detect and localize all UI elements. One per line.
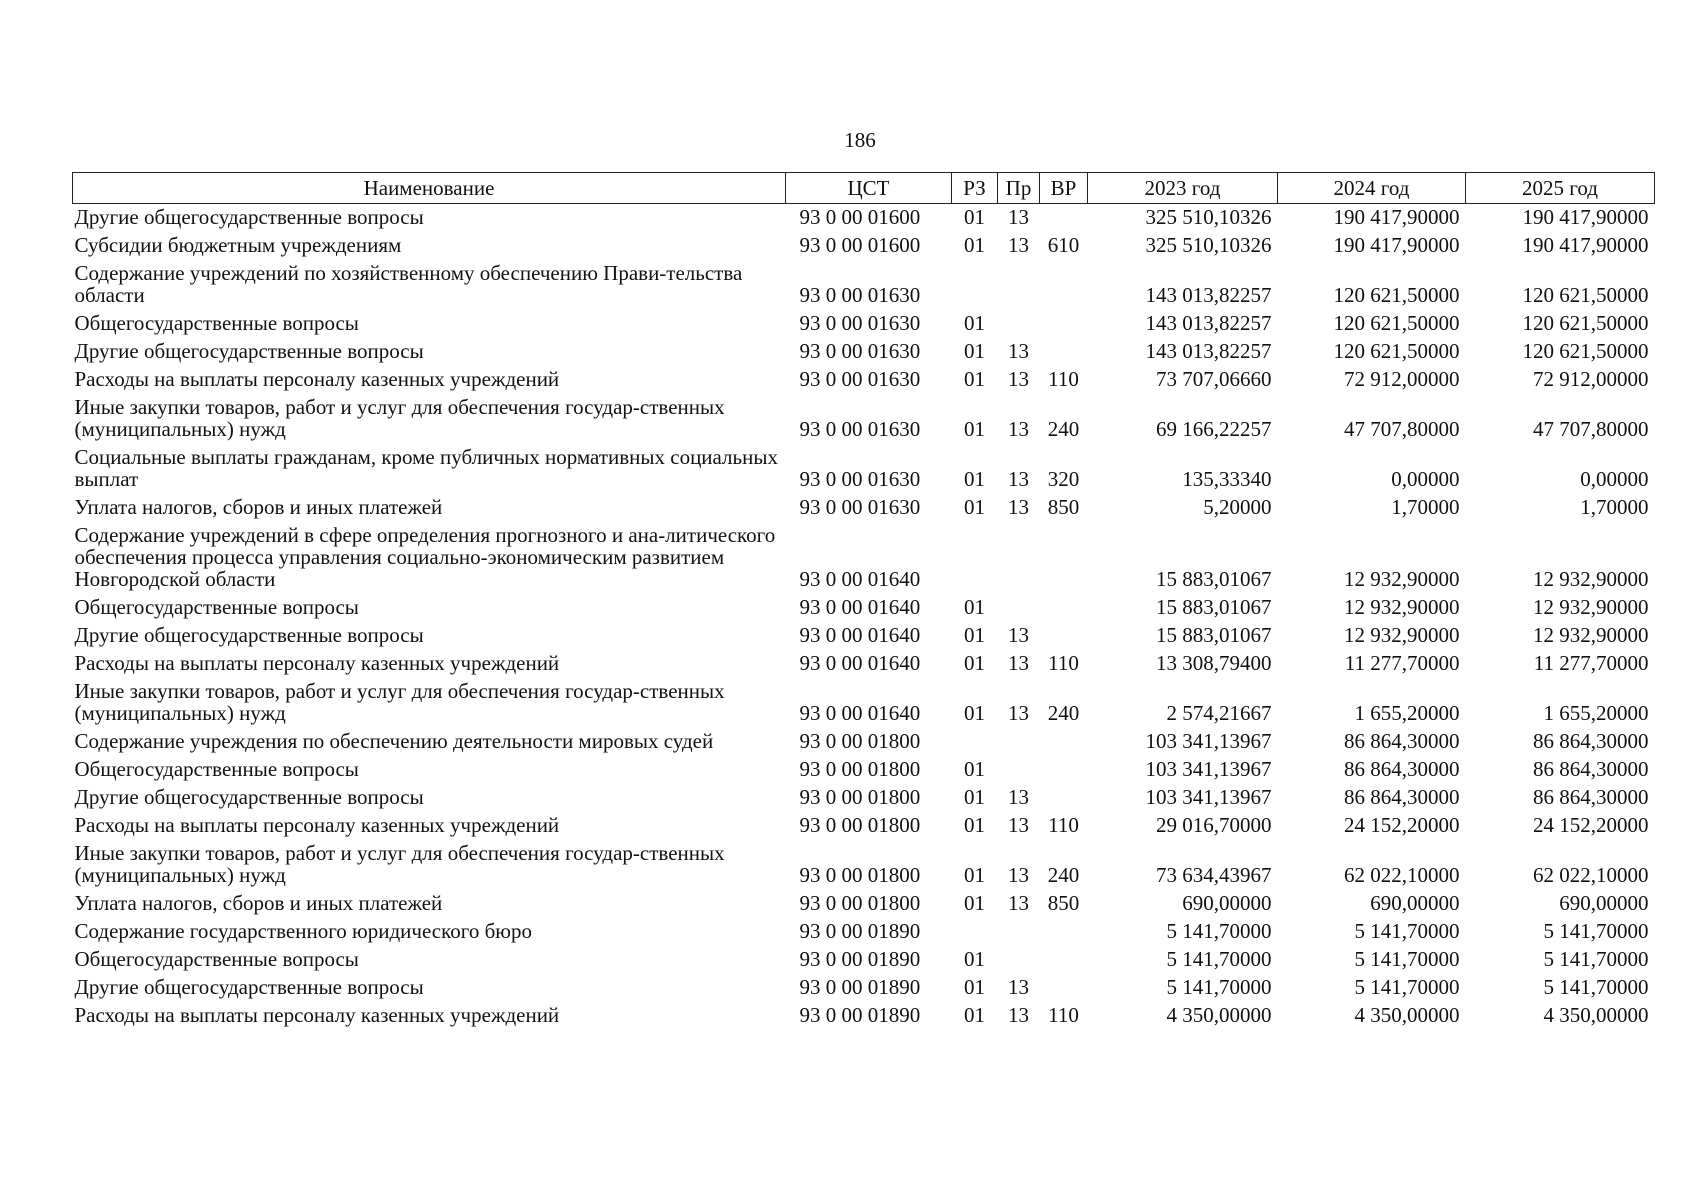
cell-name: Общегосударственные вопросы [74,311,359,335]
cell-pr: 13 [1008,813,1029,837]
cell-pr: 13 [1008,339,1029,363]
cell-2023: 103 341,13967 [1145,757,1272,781]
cell-2025: 1 655,20000 [1543,701,1649,725]
cell-rz: 01 [964,595,985,619]
cell-vr: 110 [1048,813,1079,837]
table-row [73,650,1655,678]
cell-2025: 47 707,80000 [1533,417,1649,441]
cell-2025: 11 277,70000 [1533,651,1649,675]
cell-2024: 12 932,90000 [1344,623,1460,647]
cell-2025: 24 152,20000 [1533,813,1649,837]
budget-table [72,172,1655,1030]
cell-pr: 13 [1008,233,1029,257]
table-row [73,784,1655,812]
cell-cst: 93 0 00 01890 [799,1003,921,1027]
cell-cst: 93 0 00 01640 [799,623,921,647]
cell-cst: 93 0 00 01600 [799,233,921,257]
cell-name: Иные закупки товаров, работ и услуг для обеспечения государ-ственных (муниципальных) нужд [74,395,725,441]
cell-2023: 15 883,01067 [1156,567,1272,591]
header-name: Наименование [73,173,786,204]
cell-rz [952,918,998,946]
cell-pr: 13 [1008,1003,1029,1027]
cell-rz: 01 [964,813,985,837]
cell-pr [998,594,1040,622]
header-vr: ВР [1040,173,1088,204]
cell-pr: 13 [1008,651,1029,675]
cell-vr [1040,946,1088,974]
cell-2023: 103 341,13967 [1145,785,1272,809]
cell-cst: 93 0 00 01630 [799,495,921,519]
cell-2024: 4 350,00000 [1354,1003,1460,1027]
cell-2025: 4 350,00000 [1543,1003,1649,1027]
cell-cst: 93 0 00 01890 [799,947,921,971]
cell-rz [952,728,998,756]
cell-2024: 120 621,50000 [1333,339,1460,363]
cell-vr [1040,338,1088,366]
header-rz: РЗ [952,173,998,204]
cell-rz: 01 [964,311,985,335]
cell-pr [998,260,1040,310]
cell-vr: 240 [1047,863,1080,887]
cell-cst: 93 0 00 01630 [799,339,921,363]
cell-2023: 690,00000 [1182,891,1272,915]
cell-vr [1040,784,1088,812]
cell-2024: 190 417,90000 [1333,233,1460,257]
cell-2023: 143 013,82257 [1145,339,1272,363]
cell-2024: 12 932,90000 [1344,567,1460,591]
cell-2023: 5 141,70000 [1166,975,1272,999]
cell-2024: 1,70000 [1391,495,1460,519]
cell-rz: 01 [964,701,985,725]
cell-name: Социальные выплаты гражданам, кроме публичных нормативных социальных выплат [74,445,778,491]
cell-name: Содержание учреждения по обеспечению деятельности мировых судей [74,729,714,753]
cell-name: Другие общегосударственные вопросы [74,623,424,647]
cell-2024: 86 864,30000 [1344,729,1460,753]
cell-pr: 13 [1008,701,1029,725]
table-row [73,728,1655,756]
cell-cst: 93 0 00 01800 [799,863,921,887]
cell-2025: 5 141,70000 [1543,919,1649,943]
cell-2023: 73 707,06660 [1156,367,1272,391]
cell-2025: 5 141,70000 [1543,975,1649,999]
cell-name: Другие общегосударственные вопросы [74,205,424,229]
cell-pr: 13 [1008,495,1029,519]
cell-name: Общегосударственные вопросы [74,757,359,781]
cell-pr: 13 [1008,623,1029,647]
table-row [73,310,1655,338]
cell-2025: 120 621,50000 [1522,283,1649,307]
cell-vr: 110 [1048,367,1079,391]
cell-rz: 01 [964,947,985,971]
cell-vr: 610 [1047,233,1080,257]
cell-2023: 69 166,22257 [1156,417,1272,441]
cell-rz: 01 [964,417,985,441]
cell-2024: 1 655,20000 [1354,701,1460,725]
cell-name: Иные закупки товаров, работ и услуг для обеспечения государ-ственных (муниципальных) нужд [74,679,725,725]
cell-vr [1040,260,1088,310]
cell-rz: 01 [964,623,985,647]
cell-name: Расходы на выплаты персоналу казенных учреждений [74,1003,560,1027]
cell-2025: 72 912,00000 [1533,367,1649,391]
cell-vr: 240 [1047,701,1080,725]
cell-rz: 01 [964,757,985,781]
cell-cst: 93 0 00 01800 [799,785,921,809]
table-row [73,494,1655,522]
cell-2023: 325 510,10326 [1145,233,1272,257]
cell-2023: 73 634,43967 [1156,863,1272,887]
cell-cst: 93 0 00 01800 [799,729,921,753]
cell-2025: 120 621,50000 [1522,311,1649,335]
cell-name: Расходы на выплаты персоналу казенных учреждений [74,651,560,675]
cell-pr [998,728,1040,756]
cell-2025: 5 141,70000 [1543,947,1649,971]
cell-cst: 93 0 00 01630 [799,283,921,307]
cell-rz: 01 [964,205,985,229]
cell-2024: 5 141,70000 [1354,975,1460,999]
cell-2024: 62 022,10000 [1344,863,1460,887]
cell-cst: 93 0 00 01630 [799,417,921,441]
cell-name: Уплата налогов, сборов и иных платежей [74,891,443,915]
cell-rz: 01 [964,339,985,363]
cell-rz: 01 [964,1003,985,1027]
cell-2024: 12 932,90000 [1344,595,1460,619]
cell-pr: 13 [1008,891,1029,915]
cell-2025: 0,00000 [1580,467,1649,491]
cell-cst: 93 0 00 01600 [799,205,921,229]
cell-pr: 13 [1008,467,1029,491]
cell-vr: 110 [1048,1003,1079,1027]
cell-cst: 93 0 00 01630 [799,367,921,391]
cell-pr: 13 [1008,417,1029,441]
header-year-2023: 2023 год [1088,173,1278,204]
table-row [73,622,1655,650]
table-row [73,1002,1655,1030]
cell-2024: 190 417,90000 [1333,205,1460,229]
cell-vr [1040,974,1088,1002]
cell-pr [998,946,1040,974]
cell-2025: 12 932,90000 [1533,595,1649,619]
cell-2023: 15 883,01067 [1156,595,1272,619]
table-body [73,204,1655,1031]
cell-name: Содержание учреждений в сфере определения прогнозного и ана-литического обеспечения процесса управления социально-экономическим развитием Новгородской области [74,523,776,591]
cell-cst: 93 0 00 01800 [799,757,921,781]
cell-2025: 12 932,90000 [1533,623,1649,647]
cell-rz: 01 [964,467,985,491]
table-row [73,366,1655,394]
cell-rz: 01 [964,891,985,915]
cell-name: Содержание учреждений по хозяйственному обеспечению Прави-тельства области [74,261,743,307]
cell-name: Другие общегосударственные вопросы [74,339,424,363]
cell-vr: 110 [1048,651,1079,675]
cell-2025: 62 022,10000 [1533,863,1649,887]
cell-name: Уплата налогов, сборов и иных платежей [74,495,443,519]
cell-2025: 690,00000 [1559,891,1649,915]
table-row [73,756,1655,784]
cell-2024: 690,00000 [1370,891,1460,915]
cell-2025: 86 864,30000 [1533,729,1649,753]
table-row [73,974,1655,1002]
cell-2023: 13 308,79400 [1156,651,1272,675]
cell-2023: 5,20000 [1203,495,1272,519]
cell-cst: 93 0 00 01800 [799,891,921,915]
cell-cst: 93 0 00 01890 [799,919,921,943]
cell-rz: 01 [964,495,985,519]
table-row [73,522,1655,594]
cell-vr [1040,918,1088,946]
cell-2024: 5 141,70000 [1354,919,1460,943]
cell-name: Иные закупки товаров, работ и услуг для обеспечения государ-ственных (муниципальных) нужд [74,841,725,887]
cell-vr: 320 [1047,467,1080,491]
cell-pr [998,918,1040,946]
table-row [73,840,1655,890]
table-row [73,204,1655,233]
cell-2025: 12 932,90000 [1533,567,1649,591]
cell-2024: 86 864,30000 [1344,757,1460,781]
cell-vr [1040,622,1088,650]
cell-2023: 4 350,00000 [1166,1003,1272,1027]
table-row [73,444,1655,494]
table-row [73,338,1655,366]
cell-pr [998,756,1040,784]
cell-rz [952,522,998,594]
header-year-2025: 2025 год [1466,173,1655,204]
cell-cst: 93 0 00 01630 [799,467,921,491]
cell-2025: 190 417,90000 [1522,205,1649,229]
cell-2025: 190 417,90000 [1522,233,1649,257]
cell-cst: 93 0 00 01800 [799,813,921,837]
cell-cst: 93 0 00 01640 [799,701,921,725]
cell-vr: 850 [1047,891,1080,915]
cell-cst: 93 0 00 01640 [799,595,921,619]
cell-rz: 01 [964,651,985,675]
cell-2023: 5 141,70000 [1166,947,1272,971]
cell-2024: 5 141,70000 [1354,947,1460,971]
cell-2024: 47 707,80000 [1344,417,1460,441]
cell-name: Расходы на выплаты персоналу казенных учреждений [74,813,560,837]
cell-cst: 93 0 00 01890 [799,975,921,999]
cell-vr [1040,728,1088,756]
cell-name: Общегосударственные вопросы [74,947,359,971]
cell-2023: 103 341,13967 [1145,729,1272,753]
cell-name: Другие общегосударственные вопросы [74,785,424,809]
cell-2024: 24 152,20000 [1344,813,1460,837]
header-year-2024: 2024 год [1278,173,1466,204]
cell-2023: 143 013,82257 [1145,311,1272,335]
page-number: 186 [844,128,876,152]
cell-2024: 86 864,30000 [1344,785,1460,809]
cell-pr: 13 [1008,863,1029,887]
cell-vr: 240 [1047,417,1080,441]
table-row [73,594,1655,622]
cell-pr: 13 [1008,975,1029,999]
cell-cst: 93 0 00 01640 [799,567,921,591]
cell-rz: 01 [964,863,985,887]
table-row [73,946,1655,974]
cell-pr: 13 [1008,785,1029,809]
cell-2025: 86 864,30000 [1533,757,1649,781]
cell-rz: 01 [964,785,985,809]
table-row [73,678,1655,728]
table-row [73,394,1655,444]
cell-2024: 72 912,00000 [1344,367,1460,391]
cell-name: Общегосударственные вопросы [74,595,359,619]
cell-cst: 93 0 00 01640 [799,651,921,675]
table-header-row [73,173,1655,204]
cell-vr [1040,522,1088,594]
cell-2023: 5 141,70000 [1166,919,1272,943]
table-row [73,890,1655,918]
cell-name: Другие общегосударственные вопросы [74,975,424,999]
cell-rz [952,260,998,310]
cell-pr: 13 [1008,367,1029,391]
cell-vr [1040,594,1088,622]
cell-cst: 93 0 00 01630 [799,311,921,335]
cell-2024: 120 621,50000 [1333,283,1460,307]
cell-rz: 01 [964,367,985,391]
cell-vr [1040,756,1088,784]
table-row [73,260,1655,310]
cell-pr [998,522,1040,594]
cell-pr [998,310,1040,338]
cell-name: Содержание государственного юридического бюро [74,919,532,943]
cell-2023: 2 574,21667 [1166,701,1272,725]
cell-pr: 13 [1008,205,1029,229]
cell-2023: 143 013,82257 [1145,283,1272,307]
cell-2023: 325 510,10326 [1145,205,1272,229]
cell-vr: 850 [1047,495,1080,519]
cell-rz: 01 [964,233,985,257]
cell-2025: 120 621,50000 [1522,339,1649,363]
cell-2023: 29 016,70000 [1156,813,1272,837]
cell-name: Субсидии бюджетным учреждениям [74,233,402,257]
cell-rz: 01 [964,975,985,999]
cell-vr [1040,204,1088,233]
cell-2025: 1,70000 [1580,495,1649,519]
table-row [73,812,1655,840]
cell-2024: 0,00000 [1391,467,1460,491]
table-row [73,232,1655,260]
cell-2023: 135,33340 [1182,467,1272,491]
table-row [73,918,1655,946]
header-pr: Пр [998,173,1040,204]
cell-2025: 86 864,30000 [1533,785,1649,809]
cell-2024: 11 277,70000 [1344,651,1460,675]
cell-2024: 120 621,50000 [1333,311,1460,335]
header-cst: ЦСТ [786,173,952,204]
cell-vr [1040,310,1088,338]
cell-name: Расходы на выплаты персоналу казенных учреждений [74,367,560,391]
cell-2023: 15 883,01067 [1156,623,1272,647]
